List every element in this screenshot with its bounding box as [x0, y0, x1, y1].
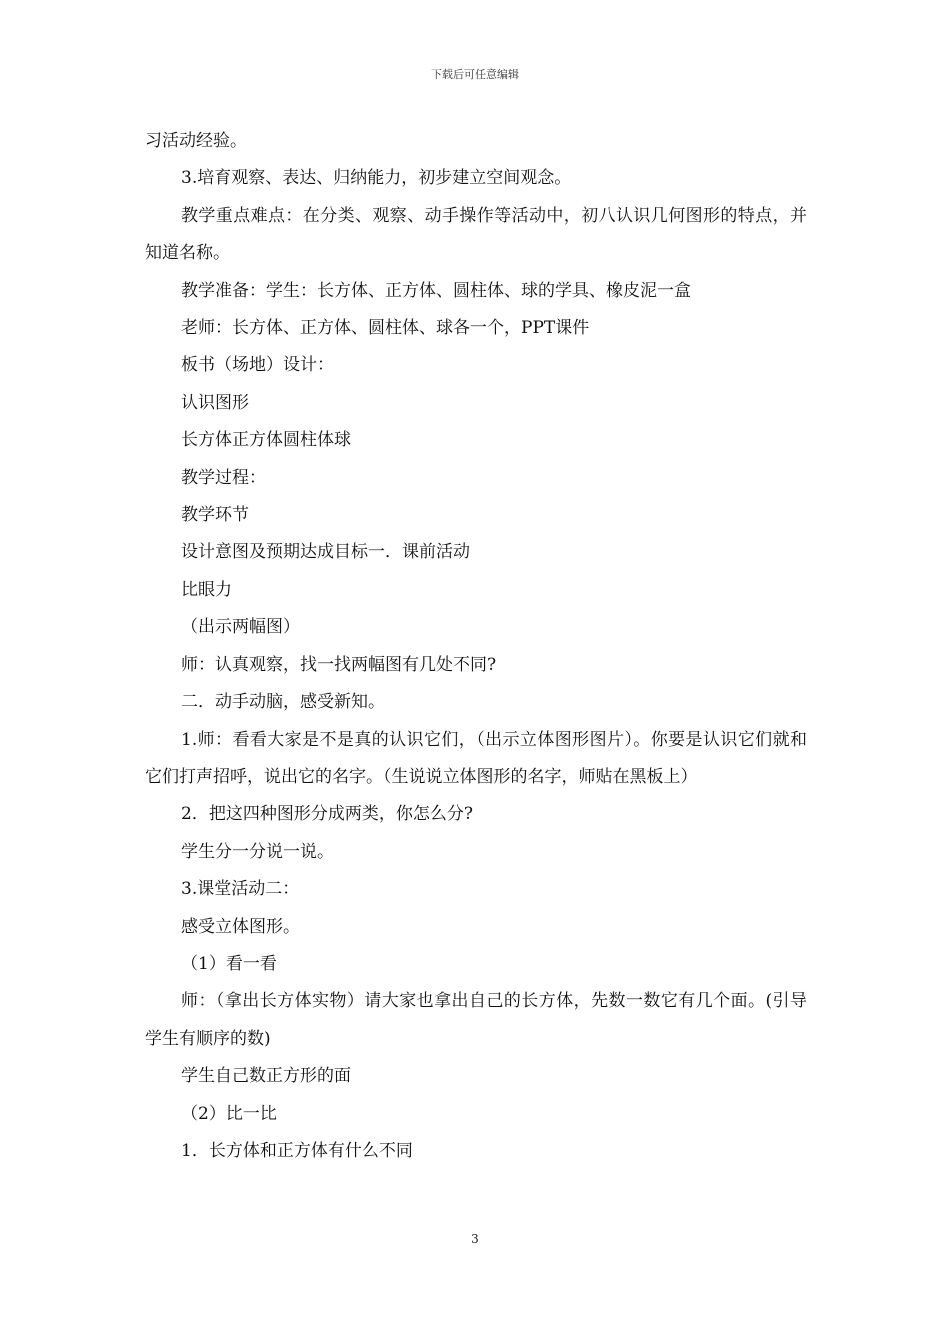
- paragraph: （2）比一比: [181, 1103, 277, 1124]
- paragraph: 师：认真观察，找一找两幅图有几处不同?: [181, 654, 497, 675]
- paragraph: 设计意图及预期达成目标一．课前活动: [181, 542, 470, 563]
- paragraph: 1.师：看看大家是不是真的认识它们，（出示立体图形图片）。你要是认识它们就和它们打声招呼，说出它的名字。（生说说立体图形的名字，师贴在黑板上）: [145, 729, 807, 787]
- paragraph: 师：（拿出长方体实物）请大家也拿出自己的长方体，先数一数它有几个面。(引导学生有顺序的数): [145, 991, 807, 1049]
- paragraph: 教学过程：: [181, 467, 266, 488]
- paragraph: 习活动经验。: [145, 131, 247, 151]
- paragraph: 3.培育观察、表达、归纳能力，初步建立空间观念。: [181, 168, 572, 189]
- paragraph: 长方体正方体圆柱体球: [181, 430, 351, 451]
- paragraph: 教学准备：学生：长方体、正方体、圆柱体、球的学具、橡皮泥一盒: [181, 280, 691, 301]
- paragraph: 板书（场地）设计：: [181, 355, 334, 376]
- document-body: [145, 123, 807, 1170]
- paragraph: 学生自己数正方形的面: [181, 1066, 351, 1087]
- paragraph: 老师：长方体、正方体、圆柱体、球各一个，PPT课件: [181, 318, 590, 339]
- paragraph: 1．长方体和正方体有什么不同: [181, 1140, 413, 1161]
- paragraph: （出示两幅图）: [181, 617, 300, 638]
- paragraph: 学生分一分说一说。: [181, 841, 334, 862]
- paragraph: 教学重点难点：在分类、观察、动手操作等活动中，初八认识几何图形的特点，并知道名称。: [145, 205, 807, 264]
- paragraph: （1）看一看: [181, 953, 277, 974]
- page-number: 3: [471, 1232, 479, 1246]
- paragraph: 二．动手动脑，感受新知。: [181, 692, 385, 713]
- paragraph: 比眼力: [181, 579, 232, 600]
- paragraph: 3.课堂活动二：: [181, 879, 300, 900]
- paragraph: 认识图形: [181, 392, 249, 413]
- paragraph: 感受立体图形。: [181, 916, 300, 937]
- paragraph: 2．把这四种图形分成两类，你怎么分?: [181, 804, 473, 825]
- page-header: 下载后可任意编辑: [431, 68, 519, 81]
- paragraph: 教学环节: [181, 505, 249, 526]
